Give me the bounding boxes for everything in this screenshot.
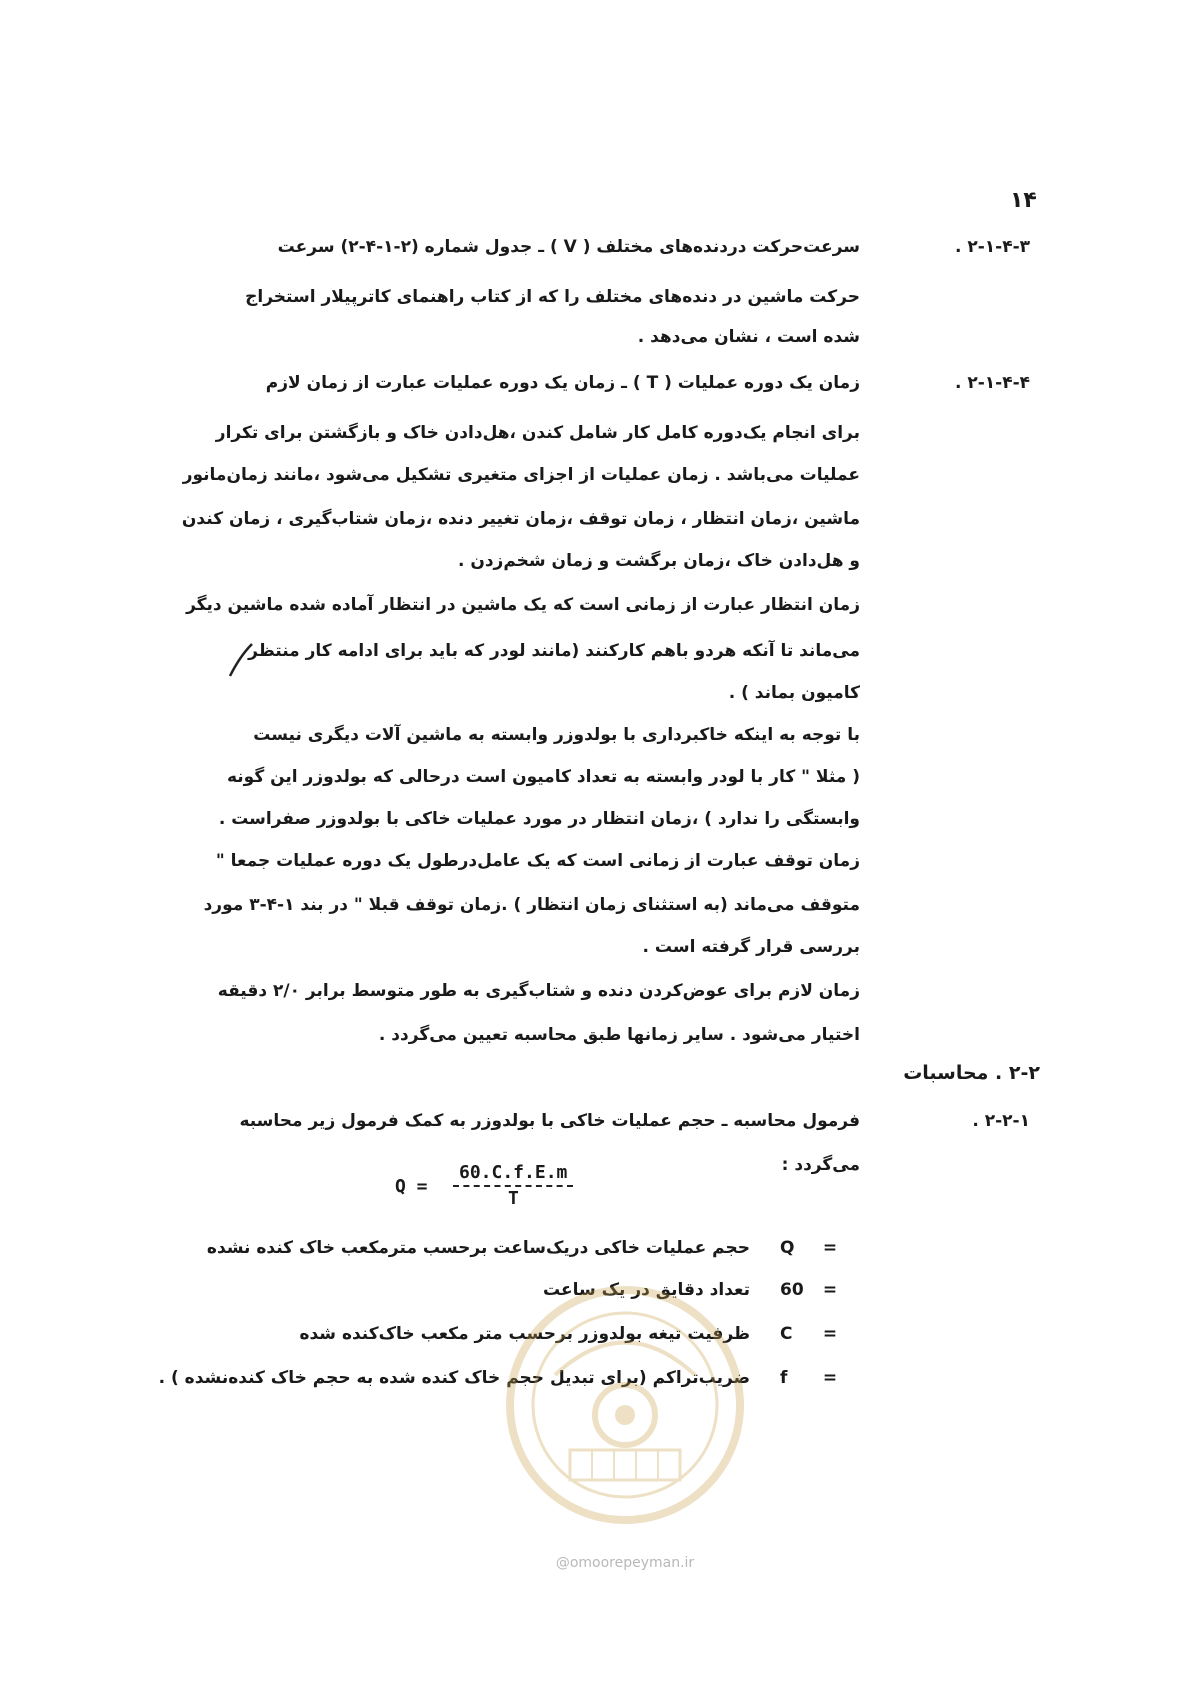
definition-symbol: 60 [780, 1280, 804, 1300]
definition-symbol-row [780, 1318, 840, 1350]
paragraph-line: زمان توقف عبارت از زمانی است که یک عامل‌درطول یک دوره عملیات جمعا " [215, 851, 860, 871]
definition-equals: = [822, 1280, 838, 1300]
definition-row [206, 1232, 750, 1264]
formula-denominator: T [508, 1188, 519, 1209]
paragraph-line: شده است ، نشان می‌دهد . [637, 327, 860, 347]
watermark-seal-icon [500, 1280, 750, 1530]
definition-symbol-row [780, 1232, 840, 1264]
paragraph-number: ۲-۲-۱ . [972, 1111, 1030, 1131]
handwritten-mark-icon [222, 636, 262, 686]
paragraph-line: با توجه به اینکه خاکبرداری با بولدوزر وابسته به ماشین آلات دیگری نیست [253, 725, 860, 745]
paragraph-line: اختیار می‌شود . سایر زمانها طبق محاسبه تعیین می‌گردد . [378, 1025, 860, 1045]
definition-text: ظرفیت تیغه بولدوزر برحسب متر مکعب خاک‌کنده شده [299, 1324, 750, 1344]
formula [395, 1162, 615, 1222]
paragraph-line: بررسی قرار گرفته است . [642, 937, 860, 957]
paragraph-line: برای انجام یک‌دوره کامل کار شامل کندن ،هل‌دادن خاک و بازگشتن برای تکرار [215, 423, 860, 443]
definition-symbol-row [780, 1274, 840, 1306]
section-heading: ۲-۲ . محاسبات [903, 1062, 1040, 1084]
paragraph-line: و هل‌دادن خاک ،زمان برگشت و زمان شخم‌زدن . [457, 551, 860, 571]
definition-text: تعداد دقایق در یک ساعت [543, 1280, 750, 1300]
paragraph-line: عملیات می‌باشد . زمان عملیات از اجزای متغیری تشکیل می‌شود ،مانند زمان‌مانور [182, 465, 860, 485]
paragraph-line: می‌ماند تا آنکه هردو باهم کارکنند (مانند لودر که باید برای ادامه کار منتظر [248, 641, 860, 661]
definition-text: ضریب‌تراکم (برای تبدیل حجم خاک کنده شده به حجم خاک کنده‌نشده ) . [158, 1368, 750, 1388]
definition-symbol: C [780, 1324, 793, 1344]
paragraph-line: وابستگی را ندارد ) ،زمان انتظار در مورد عملیات خاکی با بولدوزر صفراست . [218, 809, 860, 829]
paragraph-line: زمان یک دوره عملیات ( T ) ـ زمان یک دوره عملیات عبارت از زمان لازم [265, 373, 860, 393]
definition-symbol: Q [780, 1238, 795, 1258]
definition-equals: = [822, 1324, 838, 1344]
definition-text: حجم عملیات خاکی دریک‌ساعت برحسب مترمکعب خاک کنده نشده [206, 1238, 750, 1258]
paragraph-number: ۲-۱-۴-۳ . [954, 237, 1030, 257]
formula-numerator: 60.C.f.E.m [453, 1162, 573, 1187]
paragraph-line: ماشین ،زمان انتظار ، زمان توقف ،زمان تغییر دنده ،زمان شتاب‌گیری ، زمان کندن [181, 509, 860, 529]
definition-symbol: f [780, 1368, 788, 1388]
page-number: ۱۴ [1010, 188, 1037, 213]
formula-lhs: Q = [395, 1176, 428, 1197]
paragraph-line: زمان انتظار عبارت از زمانی است که یک ماشین در انتظار آماده شده ماشین دیگر [186, 595, 860, 615]
paragraph-line: می‌گردد : [781, 1155, 860, 1175]
paragraph-line: کامیون بماند ) . [728, 683, 860, 703]
definition-equals: = [822, 1238, 838, 1258]
paragraph-line: فرمول محاسبه ـ حجم عملیات خاکی با بولدوزر به کمک فرمول زیر محاسبه [239, 1111, 860, 1131]
watermark-site-text: @omoorepeyman.ir [555, 1555, 695, 1571]
paragraph-line: حرکت ماشین در دنده‌های مختلف را که از کتاب راهنمای کاترپیلار استخراج [245, 287, 860, 307]
definition-symbol-row [780, 1362, 840, 1394]
definition-equals: = [822, 1368, 838, 1388]
paragraph-line: ( مثلا " کار با لودر وابسته به تعداد کامیون است درحالی که بولدوزر این گونه [226, 767, 860, 787]
paragraph-line: سرعت‌حرکت دردنده‌های مختلف ( V ) ـ جدول شماره (۲-۱-۴-۲) سرعت [277, 237, 860, 257]
paragraph-line: زمان لازم برای عوض‌کردن دنده و شتاب‌گیری به طور متوسط برابر ۲/۰ دقیقه [217, 981, 860, 1001]
paragraph-line: متوقف می‌ماند (به استثنای زمان انتظار ) .زمان توقف قبلا " در بند ۱-۴-۳ مورد [203, 895, 860, 915]
paragraph-number: ۲-۱-۴-۴ . [954, 373, 1030, 393]
